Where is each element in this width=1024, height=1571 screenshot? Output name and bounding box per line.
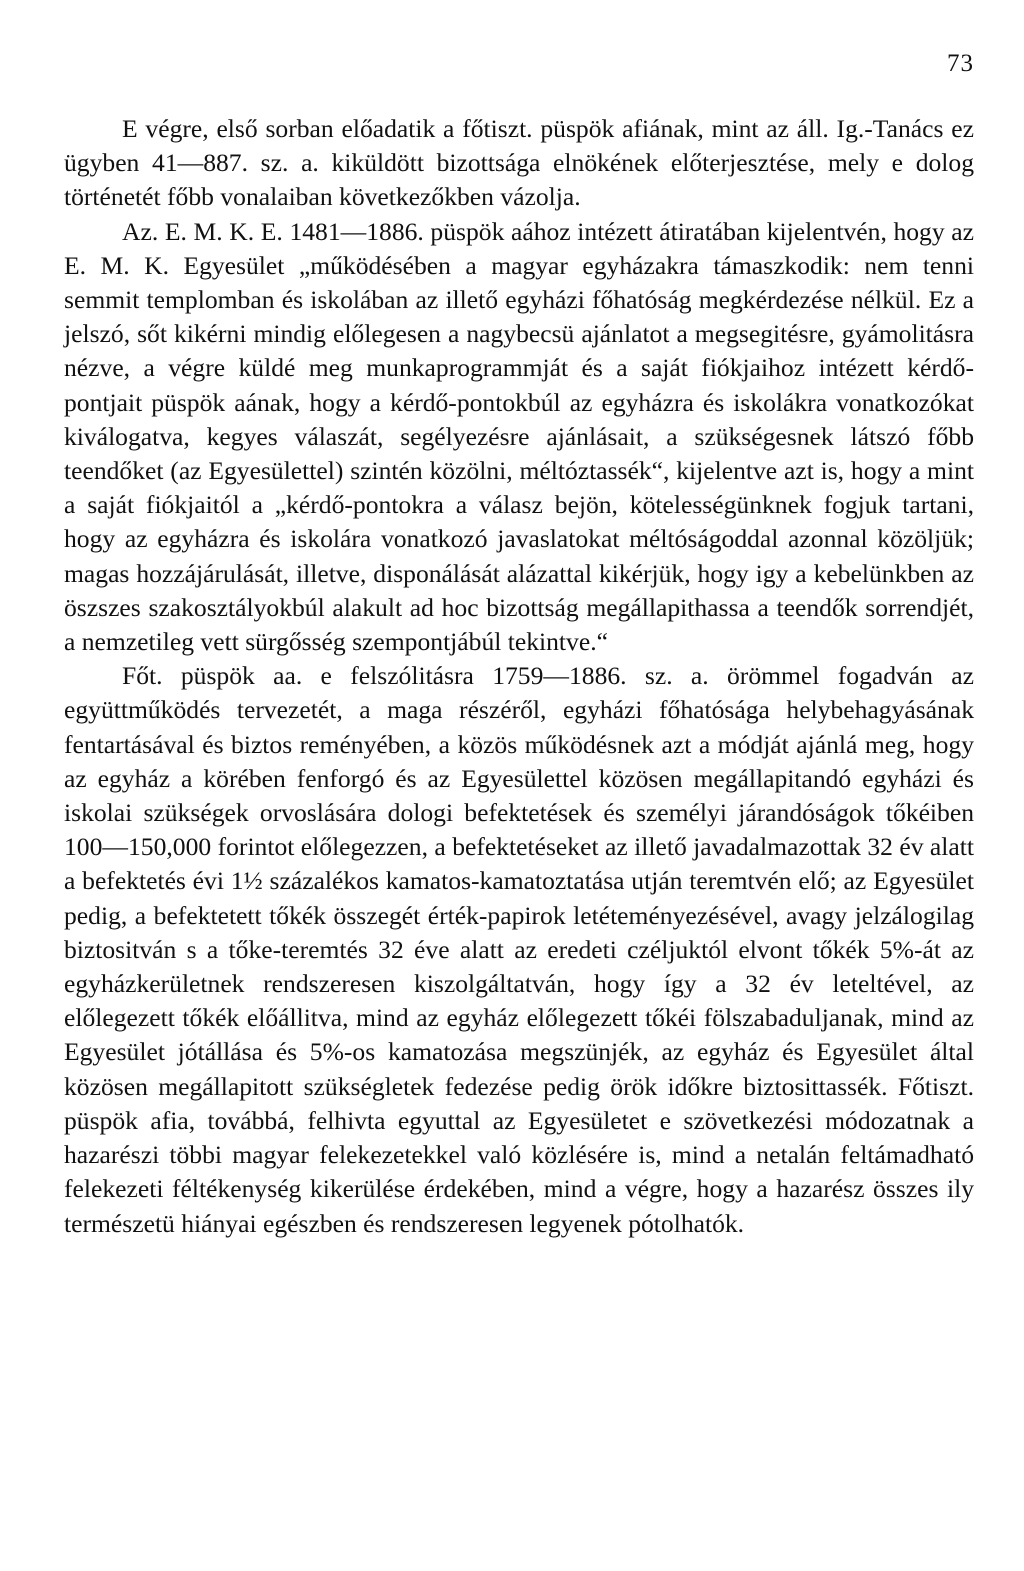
paragraph-3: Főt. püspök aa. e felszólitásra 1759—1886. sz. a. örömmel fogadván az együttműködés tervezetét, a maga részéről, egyházi főhatósága helybehagyásának fentartásával és biztos reményében, a közös működésnek azt a módját ajánlá meg, hogy az egyház a körében fenforgó és az Egyesülettel közösen megállapitandó egyházi és iskolai szükségek orvoslására dologi befektetések és személyi járandóságok tőkéiben 100—150,000 forintot előlegezzen, a befektetéseket az illető javadalmazottak 32 év alatt a befektetés évi 1½ százalékos kamatos-kamatoztatása utján teremtvén elő; az Egyesület pedig, a befektetett tőkék összegét érték-papirok letéteményezésével, avagy jelzálogilag biztositván s a tőke-teremtés 32 éve alatt az eredeti czéljuktól elvont tőkék 5%-át az egyházkerületnek rendszeresen kiszolgáltatván, hogy így a 32 év leteltével, az előlegezett tőkék előállitva, mind az egyház előlegezett tőkéi fölszabaduljanak, mind az Egyesület jótállása és 5%-os kamatozása megszünjék, az egyház és Egyesület által közösen megállapitott szükségletek fedezése pedig örök időkre biztosittassék. Főtiszt. püspök afia, továbbá, felhivta egyuttal az Egyesületet e szövetkezési módozatnak a hazarészi többi magyar felekezetekkel való közlésére is, mind a netalán feltámadható felekezeti féltékenység kikerülése érdekében, mind a végre, hogy a hazarész összes ily természetü hiányai egészben és rendszeresen legyenek pótolhatók. — [64, 661, 974, 1238]
body-text — [64, 112, 974, 1241]
page-number: 73 — [947, 50, 974, 77]
paragraph-2: Az. E. M. K. E. 1481—1886. püspök aához intézett átiratában kijelentvén, hogy az E. M. K. Egyesület „működésében a magyar egyházakra támaszkodik: nem tenni semmit templomban és iskolában az illető egyházi főhatóság megkérdezése nélkül. Ez a jelszó, sőt kikérni mindig előlegesen a nagybecsü ajánlatot a megsegitésre, gyámolitásra nézve, a végre küldé meg munkaprogrammját és a saját fiókjaihoz intézett kérdő-pontjait püspök aának, hogy a kérdő-pontokbúl az egyházra és iskolákra vonatkozókat kiválogatva, kegyes válaszát, segélyezésre ajánlásait, a szükségesnek látszó főbb teendőket (az Egyesülettel) szintén közölni, méltóztassék“, kijelentve azt is, hogy a mint a saját fiókjaitól a „kérdő-pontokra a válasz bejön, kötelességünknek fogjuk tartani, hogy az egyházra és iskolára vonatkozó javaslatokat méltóságoddal azonnal közöljük; magas hozzájárulását, illetve, disponálását alázattal kikérjük, hogy igy a kebelünkben az öszszes szakosztályokbúl alakult ad hoc bizottság megállapithassa a teendők sorrendjét, a nemzetileg vett sürgősség szempontjábúl tekintve.“ — [64, 216, 974, 657]
paragraph-1: E végre, első sorban előadatik a főtiszt. püspök afiának, mint az áll. Ig.-Tanács ez ügyben 41—887. sz. a. kiküldött bizottsága elnökének előterjesztése, mely e dolog történetét főbb vonalaiban következőkben vázolja. — [64, 114, 974, 212]
